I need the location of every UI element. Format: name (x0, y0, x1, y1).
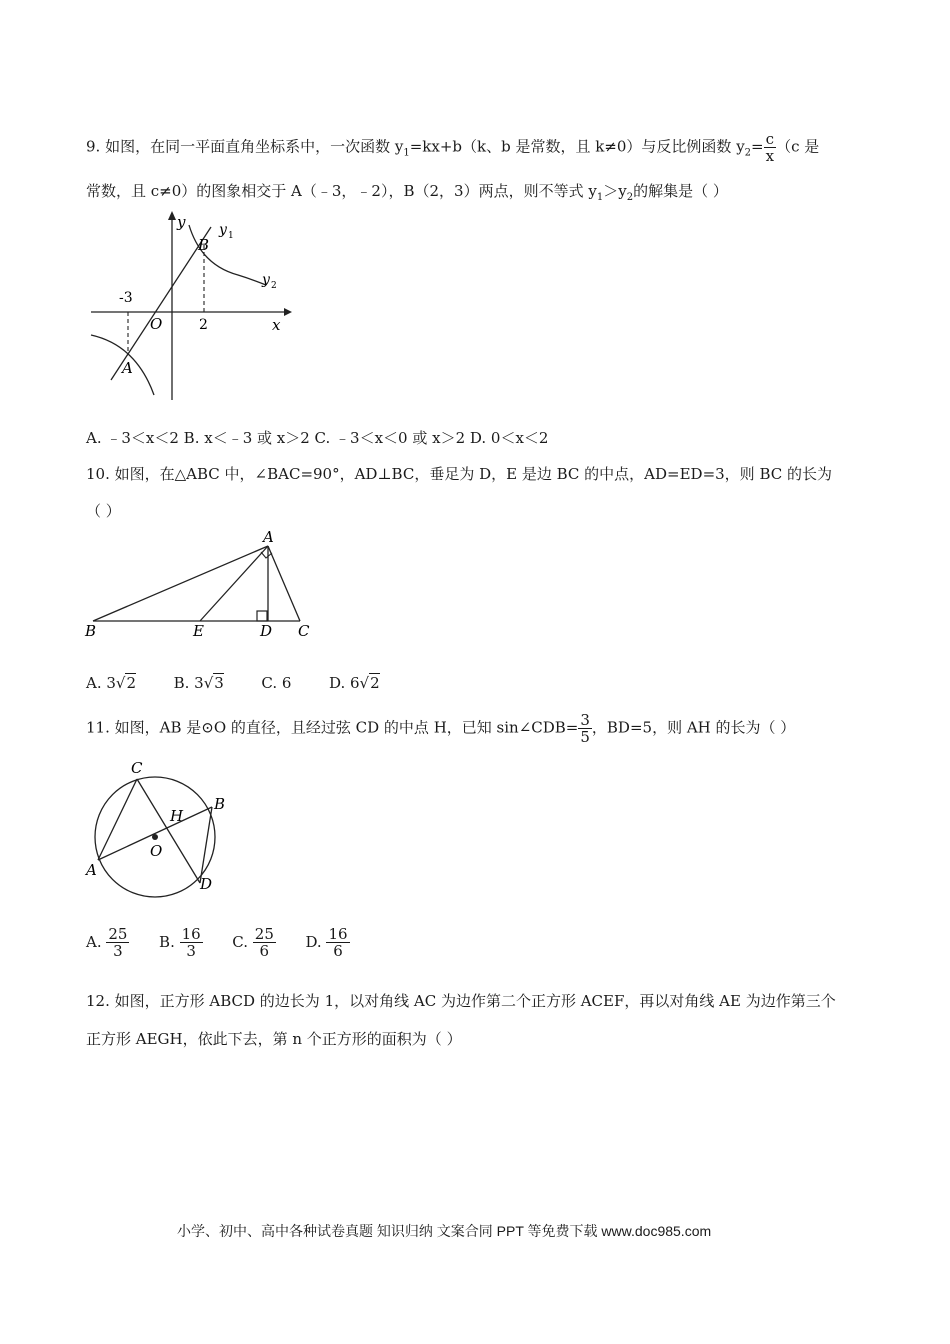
q10-fig-E-label: E (193, 622, 204, 640)
q11-option-d: D. $\frac{16}{6}$ (305, 925, 348, 960)
q10-fig-C-label: C (298, 622, 310, 640)
q9-fig-y-label: y (177, 213, 186, 231)
q9-fig-neg3-label: -3 (119, 290, 133, 306)
q10-fig-A-label: A (263, 528, 274, 546)
q10-fig-B-label: B (85, 622, 97, 640)
q11-option-c: C. $\frac{25}{6}$ (232, 925, 274, 960)
page-footer: 小学、初中、高中各种试卷真题 知识归纳 文案合同 PPT 等免费下载 www.doc985.com (177, 1223, 712, 1239)
q11-fig-O-label: O (150, 842, 163, 860)
q12-line1: 12. 如图，正方形 ABCD 的边长为 1，以对角线 AC 为边作第二个正方形 ACEF，再以对角线 AE 为边作第三个 (86, 992, 836, 1010)
q9-fig-O-label: O (150, 315, 163, 333)
q11-fig-H-label: H (170, 807, 184, 825)
q9-fig-2-label: 2 (199, 317, 208, 333)
sqrt-symbol: √3 (203, 674, 224, 692)
q9-fig-x-label: x (272, 316, 281, 334)
q11-fig-C-label: C (131, 759, 143, 777)
q11-figure (80, 757, 240, 902)
q9-options: A. ﹣3＜x＜2 B. x＜﹣3 或 x＞2 C. ﹣3＜x＜0 或 x＞2 D. 0＜x＜2 (86, 429, 549, 447)
q10-figure (80, 528, 320, 643)
q9-fig-y1-label: y (219, 222, 227, 238)
q11-option-a: A. $\frac{25}{3}$ (86, 925, 128, 960)
q9-figure (86, 205, 296, 405)
q11-option-b: B. $\frac{16}{3}$ (159, 925, 201, 960)
q10-line1: 10. 如图，在△ABC 中，∠BAC=90°，AD⊥BC，垂足为 D，E 是边 BC 的中点，AD=ED=3，则 BC 的长为 (86, 465, 832, 483)
q11-fig-A-label: A (86, 861, 97, 879)
q9-line2: 常数，且 c≠0）的图象相交于 A（﹣3，﹣2），B（2，3）两点，则不等式 $y_1>y_2$的解集是（ ） (86, 182, 728, 203)
svg-text:1: 1 (228, 231, 234, 241)
q11-line1: 11. 如图，AB 是⊙O 的直径，且经过弦 CD 的中点 H，已知 sin∠CDB= $\frac{3}{5}$ ，BD=5，则 AH 的长为（ ） (86, 711, 796, 746)
q11-fig-D-label: D (200, 875, 213, 893)
q9-fraction: $\frac{c}{x}$ (765, 130, 775, 165)
q11-fig-B-label: B (214, 795, 226, 813)
q10-line2: （ ） (86, 502, 121, 520)
q9-fig-A-label: A (122, 359, 133, 377)
q9-fig-B-label: B (198, 236, 210, 254)
q12-line2: 正方形 AEGH，依此下去，第 n 个正方形的面积为（ ） (86, 1030, 462, 1048)
sqrt-symbol: √2 (115, 674, 137, 692)
q11-options (86, 926, 350, 959)
sqrt-symbol: √2 (359, 674, 380, 692)
svg-text:2: 2 (271, 281, 277, 291)
q10-options: A. 3√2 B. 3√3 C. 6 D. 6√2 (86, 674, 380, 692)
q9-fig-y2-label: y (262, 272, 270, 288)
q10-fig-D-label: D (260, 622, 273, 640)
q9-line1: 9. 如图，在同一平面直角坐标系中，一次函数 $y_1=kx+b(k$、b 是常数，且 k≠0）与反比例函数 $y_2=$ $\frac{c}{x}$ （c 是 (86, 130, 820, 165)
q11-fraction: $\frac{3}{5}$ (580, 711, 590, 746)
